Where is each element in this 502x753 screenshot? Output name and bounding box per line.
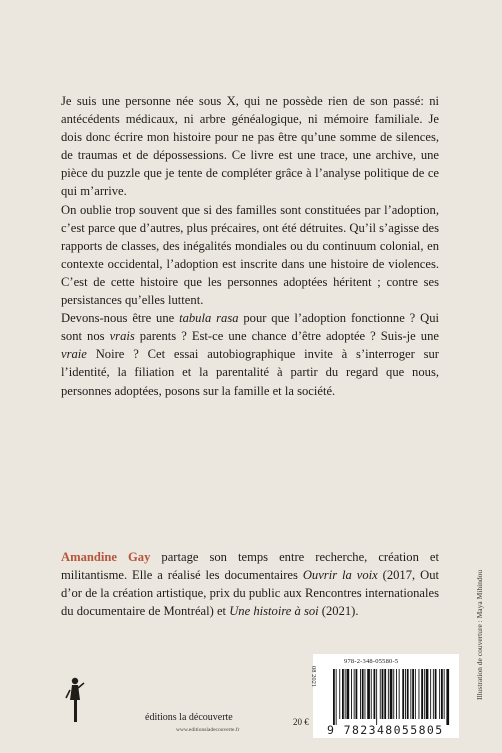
barcode-bar — [382, 669, 384, 719]
barcode-bar — [347, 669, 350, 719]
author-name: Amandine Gay — [61, 550, 151, 564]
ean-left-group: 782348 — [343, 723, 394, 737]
barcode-bar — [426, 669, 429, 719]
barcode-bar — [351, 669, 352, 719]
barcode-bar — [433, 669, 434, 719]
barcode-bar — [356, 669, 358, 719]
ean-digits — [327, 723, 444, 737]
date-code: 08 2021 — [310, 666, 317, 688]
barcode-bar — [345, 669, 346, 719]
barcode-bar — [446, 669, 449, 725]
barcode-bar — [410, 669, 411, 719]
text-run: (2017, Out d’or de la création artistique, prix du public aux Rencontres internationales du documentaire de Montréal) et — [61, 568, 439, 619]
barcode-bar — [371, 669, 372, 719]
isbn: 978-2-348-05580-5 — [344, 658, 399, 665]
italic-run: tabula rasa — [179, 311, 239, 326]
blurb-paragraph-3 — [61, 309, 439, 399]
barcode-bar — [393, 669, 394, 719]
italic-run: vrais — [109, 329, 135, 344]
publisher-url: www.editionsladecouverte.fr — [176, 727, 240, 733]
publisher-name: éditions la découverte — [145, 712, 233, 723]
barcode-bar — [412, 669, 414, 719]
barcode-bar — [435, 669, 437, 719]
barcode-bar — [439, 669, 440, 719]
barcode-bar — [430, 669, 431, 719]
barcode-bar — [388, 669, 389, 719]
cover-illustration-credit: Illustration de couverture : Maya Mihindou — [475, 569, 484, 700]
barcode-bar — [415, 669, 416, 719]
barcode-bar — [419, 669, 420, 719]
text-run: (2021). — [318, 604, 359, 619]
barcode-bar — [339, 669, 340, 719]
barcode-bar — [376, 669, 377, 725]
ean-right-group: 055805 — [393, 723, 444, 737]
barcode-bar — [336, 669, 337, 725]
blurb-paragraph-1: Je suis une personne née sous X, qui ne possède rien de son passé: ni antécédents médicaux, ni arbre généalogique, ni mémoire familiale. Je dois donc écrire mon histoire pour ne pas être qu’une somme de silences, de traumas et de dépossessions. Ce livre est une trace, une archive, une pièce du puzzle que je tente de compléter grâce à l’analyse politique de ce qui m’arrive. — [61, 94, 439, 199]
blurb-paragraph-2: On oublie trop souvent que si des familles sont constituées par l’adoption, c’est parce que d’autres, plus précaires, ont été détruites. Qu’il s’agisse des rapports de classes, des inégalités mondiales ou du continuum colonial, en contexte occidental, l’adoption est inscrite dans une histoire de violences. C’est de cette histoire que les personnes adoptées héritent ; contre ses persistances qu’elles luttent. — [61, 202, 439, 308]
barcode-bar — [367, 669, 370, 719]
barcode-bar — [360, 669, 361, 719]
text-run: pour que l’adoption fonctionne ? Qui sont nos — [61, 311, 439, 344]
italic-run: Une histoire à soi — [229, 604, 319, 619]
barcode-bar — [342, 669, 344, 719]
barcode-bar — [390, 669, 393, 719]
barcode-bar — [354, 669, 355, 719]
text-run: partage son temps entre recherche, création et militantisme. Elle a réalisé les documentaires — [61, 550, 439, 583]
ean-first-digit: 9 — [327, 723, 336, 737]
italic-run: Ouvrir la voix — [302, 568, 378, 583]
italic-run: vraie — [61, 347, 87, 362]
text-run: Devons-nous être une — [61, 311, 180, 326]
barcode-bar — [424, 669, 425, 719]
price: 20 € — [293, 717, 309, 727]
barcode-bar — [365, 669, 366, 719]
barcode — [331, 669, 451, 725]
barcode-bar — [407, 669, 409, 719]
text-run: Noire ? Cet essai autobiographique invite à s’interroger sur l’identité, la filiation et la parentalité à partir du regard que nous, personnes adoptées, posons sur la famille et la société. — [61, 347, 439, 398]
barcode-bar — [374, 669, 376, 719]
author-bio — [61, 548, 439, 620]
barcode-bar — [399, 669, 400, 719]
barcode-bar — [402, 669, 404, 719]
barcode-bar — [362, 669, 364, 719]
text-run: parents ? Est-ce une chance d’être adoptée ? Suis-je une — [134, 329, 439, 344]
publisher-logo-icon — [64, 676, 86, 724]
barcode-bar — [444, 669, 445, 719]
barcode-bar — [396, 669, 397, 719]
barcode-bar — [405, 669, 406, 719]
blurb — [61, 92, 439, 400]
barcode-bar — [384, 669, 386, 719]
barcode-bar — [421, 669, 423, 719]
barcode-bar — [441, 669, 443, 719]
barcode-bar — [380, 669, 381, 719]
barcode-bar — [333, 669, 335, 725]
